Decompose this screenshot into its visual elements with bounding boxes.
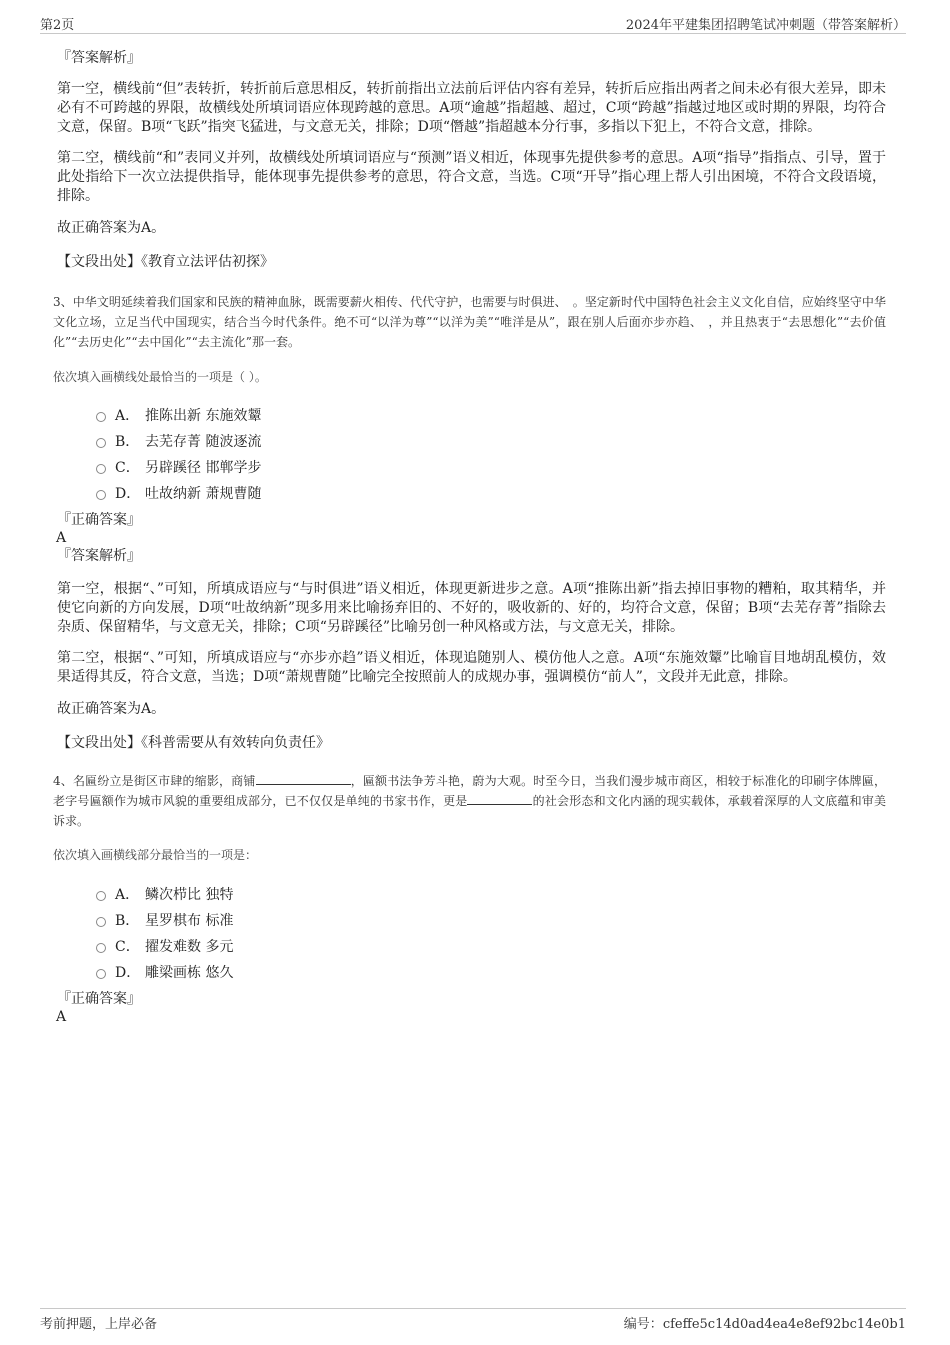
correct-answer-label: 『正确答案』 — [57, 991, 141, 1007]
radio-icon[interactable] — [96, 917, 106, 927]
question-4-prompt: 依次填入画横线部分最恰当的一项是： — [53, 848, 258, 862]
analysis-label: 『答案解析』 — [57, 548, 141, 564]
option-c[interactable]: C． 擢发难数 多元 — [57, 934, 886, 960]
option-d[interactable]: D． 雕梁画栋 悠久 — [57, 960, 886, 986]
option-b[interactable]: B． 星罗棋布 标准 — [57, 908, 886, 934]
analysis-paragraph: 第一空，横线前“但”表转折，转折前后意思相反，转折前指出立法前后评估内容有差异，转折后应指出两者之间未必有很大差异，即未必有不可跨越的界限，故横线处所填词语应体现跨越的意思。A项“逾越”指超越、超过，C项“跨越”指越过地区或时期的界限，均符合文意，保留。B项“飞跃”指突飞猛进，与文意无关，排除；D项“僭越”指超越本分行事，多指以下犯上，不符合文意，排除。 — [57, 81, 886, 135]
question-4-options — [57, 882, 886, 986]
correct-answer-value: A — [56, 530, 67, 546]
radio-icon[interactable] — [96, 464, 106, 474]
radio-icon[interactable] — [96, 412, 106, 422]
conclusion: 故正确答案为A。 — [57, 220, 166, 236]
conclusion: 故正确答案为A。 — [57, 701, 166, 717]
question-3-text: 3、中华文明延续着我们国家和民族的精神血脉，既需要薪火相传、代代守护，也需要与时俱进、 。坚定新时代中国特色社会主义文化自信，应始终坚守中华文化立场，立足当代中国现实，结合当今时代条件。绝不可“以洋为尊”“以洋为美”“唯洋是从”，跟在别人后面亦步亦趋、 ，并且热衷于“去思想化”“去价值化”“去历史化”“去中国化”“去主流化”那一套。 — [53, 295, 886, 349]
footer-divider — [40, 1308, 906, 1309]
page-header — [40, 14, 906, 32]
correct-answer-value: A — [56, 1009, 67, 1025]
question-3-options — [57, 403, 886, 507]
radio-icon[interactable] — [96, 438, 106, 448]
answer-blank — [256, 772, 351, 785]
source-citation: 【文段出处】《教育立法评估初探》 — [57, 254, 274, 270]
page-content — [53, 48, 886, 1026]
document-code: 编号：cfeffe5c14d0ad4ea4e8ef92bc14e0b1 — [623, 1317, 906, 1332]
radio-icon[interactable] — [96, 891, 106, 901]
option-b[interactable]: B． 去芜存菁 随波逐流 — [57, 429, 886, 455]
correct-answer-label: 『正确答案』 — [57, 512, 141, 528]
analysis-label: 『答案解析』 — [57, 50, 141, 66]
analysis-paragraph: 第二空，横线前“和”表同义并列，故横线处所填词语应与“预测”语义相近，体现事先提供参考的意思。A项“指导”指指点、引导，置于此处指给下一次立法提供指导，能体现事先提供参考的意思，符合文意，当选。C项“开导”指心理上帮人引出困境，不符合文段语境，排除。 — [57, 150, 886, 204]
analysis-paragraph: 第二空，根据“、”可知，所填成语应与“亦步亦趋”语义相近，体现追随别人、模仿他人之意。A项“东施效颦”比喻盲目地胡乱模仿，效果适得其反，符合文意，当选；D项“萧规曹随”比喻完全按照前人的成规办事，强调模仿“前人”，文段并无此意，排除。 — [57, 650, 886, 685]
answer-blank — [467, 792, 532, 805]
radio-icon[interactable] — [96, 943, 106, 953]
question-4-text: 4、名匾纷立是街区市肆的缩影，商铺 ，匾额书法争芳斗艳，蔚为大观。时至今日，当我们漫步城市商区，相较于标准化的印刷字体牌匾，老字号匾额作为城市风貌的重要组成部分，已不仅仅是单纯的书家书作，更是 的社会形态和文化内涵的现实载体，承载着深厚的人文底蕴和审美诉求。 — [53, 774, 886, 828]
document-title: 2024年平建集团招聘笔试冲刺题（带答案解析） — [625, 18, 906, 33]
option-a[interactable]: A． 推陈出新 东施效颦 — [57, 403, 886, 429]
source-citation: 【文段出处】《科普需要从有效转向负责任》 — [57, 735, 330, 751]
option-a[interactable]: A． 鳞次栉比 独特 — [57, 882, 886, 908]
question-3-prompt: 依次填入画横线处最恰当的一项是（ ）。 — [53, 370, 267, 384]
radio-icon[interactable] — [96, 490, 106, 500]
option-d[interactable]: D． 吐故纳新 萧规曹随 — [57, 481, 886, 507]
footer-slogan: 考前押题，上岸必备 — [40, 1317, 158, 1332]
option-c[interactable]: C． 另辟蹊径 邯郸学步 — [57, 455, 886, 481]
header-divider — [40, 33, 906, 34]
page-number: 第2页 — [40, 18, 75, 33]
analysis-paragraph: 第一空，根据“、”可知，所填成语应与“与时俱进”语义相近，体现更新进步之意。A项“推陈出新”指去掉旧事物的糟粕，取其精华，并使它向新的方向发展，D项“吐故纳新”现多用来比喻扬弃旧的、不好的，吸收新的、好的，均符合文意，保留；B项“去芜存菁”指除去杂质、保留精华，与文意无关，排除；C项“另辟蹊径”比喻另创一种风格或方法，与文意无关，排除。 — [57, 581, 886, 635]
radio-icon[interactable] — [96, 969, 106, 979]
page-footer — [40, 1313, 906, 1331]
